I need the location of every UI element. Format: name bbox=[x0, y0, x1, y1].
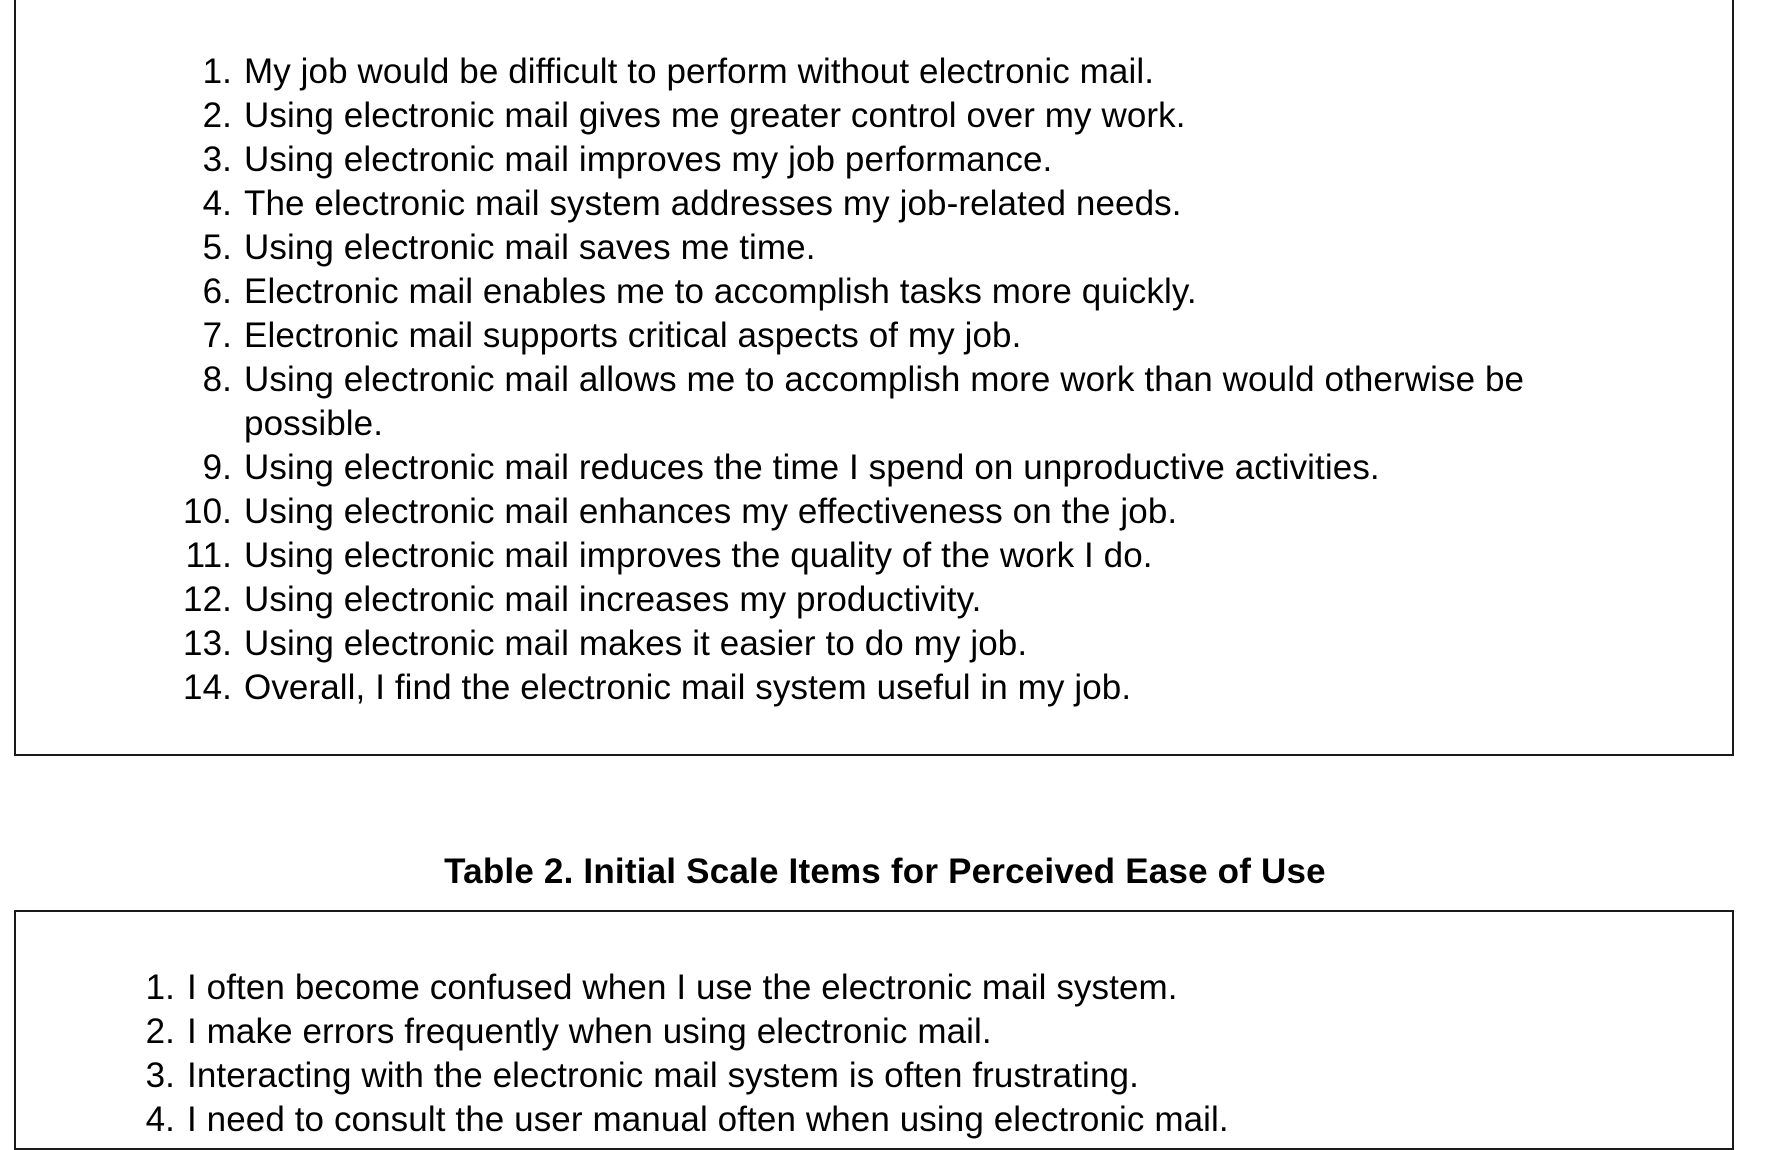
table-2-frame bbox=[14, 910, 1734, 1150]
item-number: 3. bbox=[145, 1056, 175, 1095]
item-number: 9. bbox=[202, 448, 232, 487]
item-text: My job would be difficult to perform without electronic mail. bbox=[244, 52, 1155, 91]
table-2-item-list bbox=[136, 966, 1636, 1142]
item-number: 8. bbox=[202, 360, 232, 399]
item-text: Using electronic mail makes it easier to do my job. bbox=[244, 624, 1028, 663]
item-number: 3. bbox=[202, 140, 232, 179]
item-number: 11. bbox=[185, 536, 232, 575]
item-text: The electronic mail system addresses my job-related needs. bbox=[244, 184, 1182, 223]
table-1-item-list bbox=[156, 50, 1656, 710]
list-item bbox=[156, 446, 1656, 490]
list-item bbox=[156, 490, 1656, 534]
list-item bbox=[156, 138, 1656, 182]
item-text: Using electronic mail gives me greater control over my work. bbox=[244, 96, 1186, 135]
item-text: Using electronic mail improves my job performance. bbox=[244, 140, 1053, 179]
list-item bbox=[156, 666, 1656, 710]
item-text: I often become confused when I use the electronic mail system. bbox=[187, 968, 1178, 1007]
item-number: 12. bbox=[183, 580, 232, 619]
list-item bbox=[136, 1054, 1636, 1098]
list-item bbox=[136, 1010, 1636, 1054]
item-number: 2. bbox=[145, 1012, 175, 1051]
item-text: Electronic mail enables me to accomplish tasks more quickly. bbox=[244, 272, 1197, 311]
item-text: Overall, I find the electronic mail system useful in my job. bbox=[244, 668, 1132, 707]
list-item bbox=[156, 534, 1656, 578]
item-number: 1. bbox=[202, 52, 232, 91]
item-text: Using electronic mail saves me time. bbox=[244, 228, 816, 267]
item-number: 5. bbox=[202, 228, 232, 267]
item-number: 1. bbox=[145, 968, 175, 1007]
list-item bbox=[156, 314, 1656, 358]
list-item bbox=[156, 94, 1656, 138]
list-item bbox=[156, 182, 1656, 226]
item-text: Using electronic mail enhances my effectiveness on the job. bbox=[244, 492, 1178, 531]
list-item bbox=[156, 270, 1656, 314]
item-number: 6. bbox=[202, 272, 232, 311]
item-number: 10. bbox=[183, 492, 232, 531]
list-item bbox=[156, 50, 1656, 94]
item-number: 14. bbox=[183, 668, 232, 707]
list-item bbox=[156, 358, 1656, 446]
item-text: I make errors frequently when using electronic mail. bbox=[187, 1012, 992, 1051]
item-text: Using electronic mail allows me to accomplish more work than would otherwise be possible. bbox=[244, 360, 1525, 443]
item-text: Electronic mail supports critical aspects of my job. bbox=[244, 316, 1022, 355]
item-text: I need to consult the user manual often when using electronic mail. bbox=[187, 1100, 1229, 1139]
item-number: 7. bbox=[202, 316, 232, 355]
list-item bbox=[156, 622, 1656, 666]
list-item bbox=[136, 966, 1636, 1010]
item-number: 2. bbox=[202, 96, 232, 135]
table-2-caption: Table 2. Initial Scale Items for Perceived Ease of Use bbox=[444, 852, 1326, 891]
item-text: Using electronic mail increases my productivity. bbox=[244, 580, 982, 619]
table-1-frame bbox=[14, 0, 1734, 756]
list-item bbox=[156, 226, 1656, 270]
item-number: 4. bbox=[202, 184, 232, 223]
list-item bbox=[136, 1098, 1636, 1142]
item-number: 4. bbox=[145, 1100, 175, 1139]
list-item bbox=[156, 578, 1656, 622]
item-text: Using electronic mail improves the quality of the work I do. bbox=[244, 536, 1153, 575]
item-text: Using electronic mail reduces the time I spend on unproductive activities. bbox=[244, 448, 1380, 487]
item-number: 13. bbox=[183, 624, 232, 663]
item-text: Interacting with the electronic mail system is often frustrating. bbox=[187, 1056, 1139, 1095]
